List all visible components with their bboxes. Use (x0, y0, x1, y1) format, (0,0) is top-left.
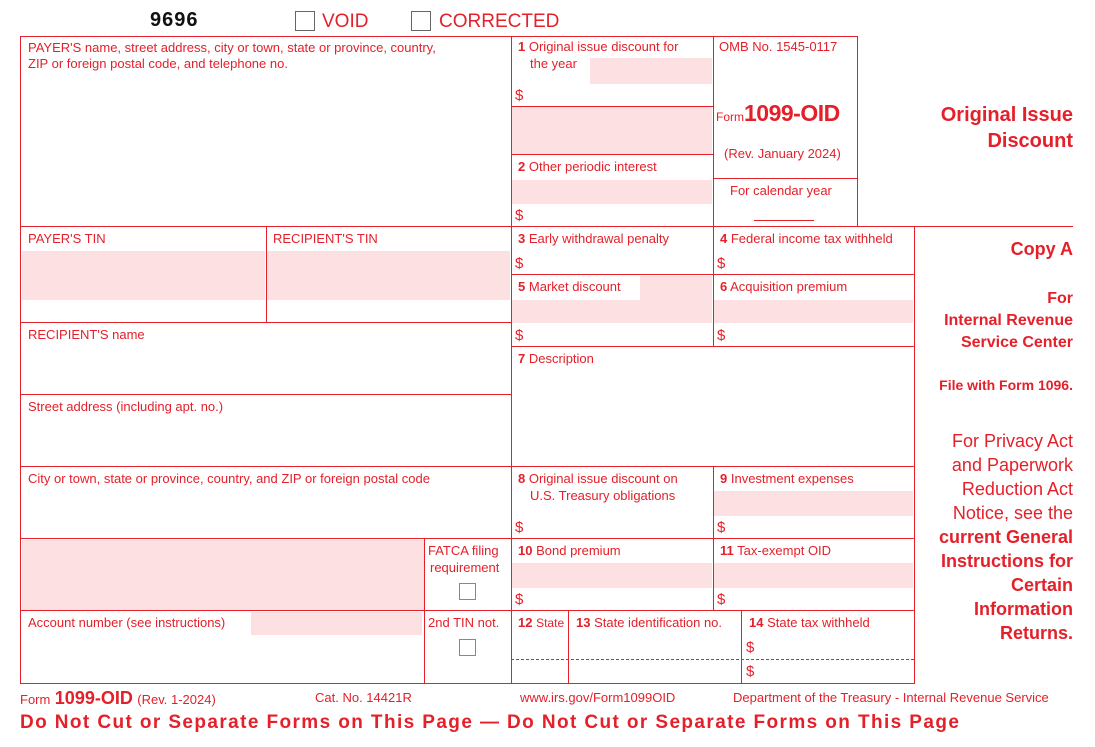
box11-dollar: $ (717, 591, 726, 608)
copy-a-label: Copy A (1010, 239, 1073, 259)
payer-tin-label: PAYER'S TIN (28, 231, 106, 246)
form-code: 9696 (150, 9, 199, 31)
sidebar-title: Original Issue (940, 104, 1073, 126)
privacy-line-1: For Privacy Act (951, 431, 1073, 451)
box4-dollar: $ (717, 255, 726, 272)
form-title-block: Form1099-OID (716, 100, 840, 126)
box14-label: 14 State tax withheld (749, 615, 870, 630)
box5-extra-field[interactable] (512, 300, 712, 323)
box14-dollar-1: $ (746, 639, 755, 656)
privacy-line-5: current General (938, 527, 1073, 547)
form-revision: (Rev. January 2024) (724, 146, 841, 161)
footer-url: www.irs.gov/Form1099OID (520, 690, 676, 705)
omb-number: OMB No. 1545-0117 (719, 39, 838, 54)
box8-label-2: U.S. Treasury obligations (530, 488, 676, 503)
payer-name-label: PAYER'S name, street address, city or town, state or province, country, (28, 40, 436, 55)
box10-amount-field[interactable] (512, 563, 712, 588)
city-label: City or town, state or province, country, and ZIP or foreign postal code (28, 471, 430, 486)
corrected-label: CORRECTED (439, 11, 560, 32)
privacy-line-3: Reduction Act (961, 479, 1073, 499)
calendar-year-label: For calendar year (730, 183, 832, 198)
box12-label: 12 State (518, 615, 565, 630)
footer-form-name: Form 1099-OID (Rev. 1-2024) (20, 688, 216, 708)
box2-label: 2 Other periodic interest (518, 159, 657, 174)
box9-amount-field[interactable] (714, 491, 913, 516)
irs-label: Internal Revenue (944, 312, 1073, 329)
box5-label: 5 Market discount (518, 279, 621, 294)
box7-label: 7 Description (518, 351, 594, 366)
for-label: For (1047, 290, 1073, 307)
corrected-checkbox[interactable] (411, 11, 431, 31)
payer-name-label-2: ZIP or foreign postal code, and telephone no. (28, 56, 288, 71)
service-center-label: Service Center (960, 334, 1073, 351)
box8-dollar: $ (515, 519, 524, 536)
recipient-extra-field[interactable] (22, 540, 424, 610)
box10-label: 10 Bond premium (518, 543, 621, 558)
recipient-name-label: RECIPIENT'S name (28, 327, 145, 342)
fatca-label-2: requirement (430, 560, 500, 575)
second-tin-label: 2nd TIN not. (428, 615, 500, 630)
privacy-line-4: Notice, see the (952, 503, 1073, 523)
form-name: 1099-OID (744, 100, 840, 126)
file-with-label: File with Form 1096. (939, 377, 1073, 393)
box13-label: 13 State identification no. (576, 615, 723, 630)
box9-label: 9 Investment expenses (720, 471, 854, 486)
box6-dollar: $ (717, 327, 726, 344)
box9-dollar: $ (717, 519, 726, 536)
box11-amount-field[interactable] (714, 563, 913, 588)
box4-label: 4 Federal income tax withheld (720, 231, 893, 246)
box1-label-2: the year (530, 56, 577, 71)
sidebar-title-2: Discount (987, 130, 1073, 152)
footer-department: Department of the Treasury - Internal Revenue Service (733, 690, 1049, 705)
account-number-label: Account number (see instructions) (28, 615, 226, 630)
box1-amount-field[interactable] (590, 58, 712, 84)
account-number-field[interactable] (251, 612, 422, 635)
second-tin-checkbox[interactable] (459, 639, 476, 656)
box14-dollar-2: $ (746, 663, 755, 680)
recipient-tin-label: RECIPIENT'S TIN (273, 231, 378, 246)
street-address-label: Street address (including apt. no.) (28, 399, 224, 414)
box2-dollar: $ (515, 207, 524, 224)
footer-cat-no: Cat. No. 14421R (315, 690, 412, 705)
box10-dollar: $ (515, 591, 524, 608)
box1-label: 1 Original issue discount for (518, 39, 679, 54)
box1-dollar: $ (515, 87, 524, 104)
privacy-line-8: Information (974, 599, 1073, 619)
privacy-line-9: Returns. (999, 623, 1073, 643)
box6-amount-field[interactable] (714, 300, 913, 323)
box1-extra-field[interactable] (512, 107, 712, 154)
do-not-cut-banner: Do Not Cut or Separate Forms on This Page — Do Not Cut or Separate Forms on This Page (20, 712, 961, 733)
box3-label: 3 Early withdrawal penalty (518, 231, 670, 246)
box5-dollar: $ (515, 327, 524, 344)
box5-amount-field[interactable] (640, 276, 712, 300)
privacy-line-7: Certain (1010, 575, 1073, 595)
void-checkbox[interactable] (295, 11, 315, 31)
privacy-line-6: Instructions for (940, 551, 1073, 571)
box3-dollar: $ (515, 255, 524, 272)
void-label: VOID (322, 11, 369, 32)
box6-label: 6 Acquisition premium (720, 279, 848, 294)
box11-label: 11 Tax-exempt OID (720, 543, 832, 558)
fatca-label: FATCA filing (428, 543, 499, 558)
box8-label: 8 Original issue discount on (518, 471, 678, 486)
fatca-checkbox[interactable] (459, 583, 476, 600)
payer-tin-field[interactable] (22, 251, 265, 300)
recipient-tin-field[interactable] (267, 251, 510, 300)
box2-amount-field[interactable] (512, 180, 712, 204)
privacy-line-2: and Paperwork (951, 455, 1073, 475)
